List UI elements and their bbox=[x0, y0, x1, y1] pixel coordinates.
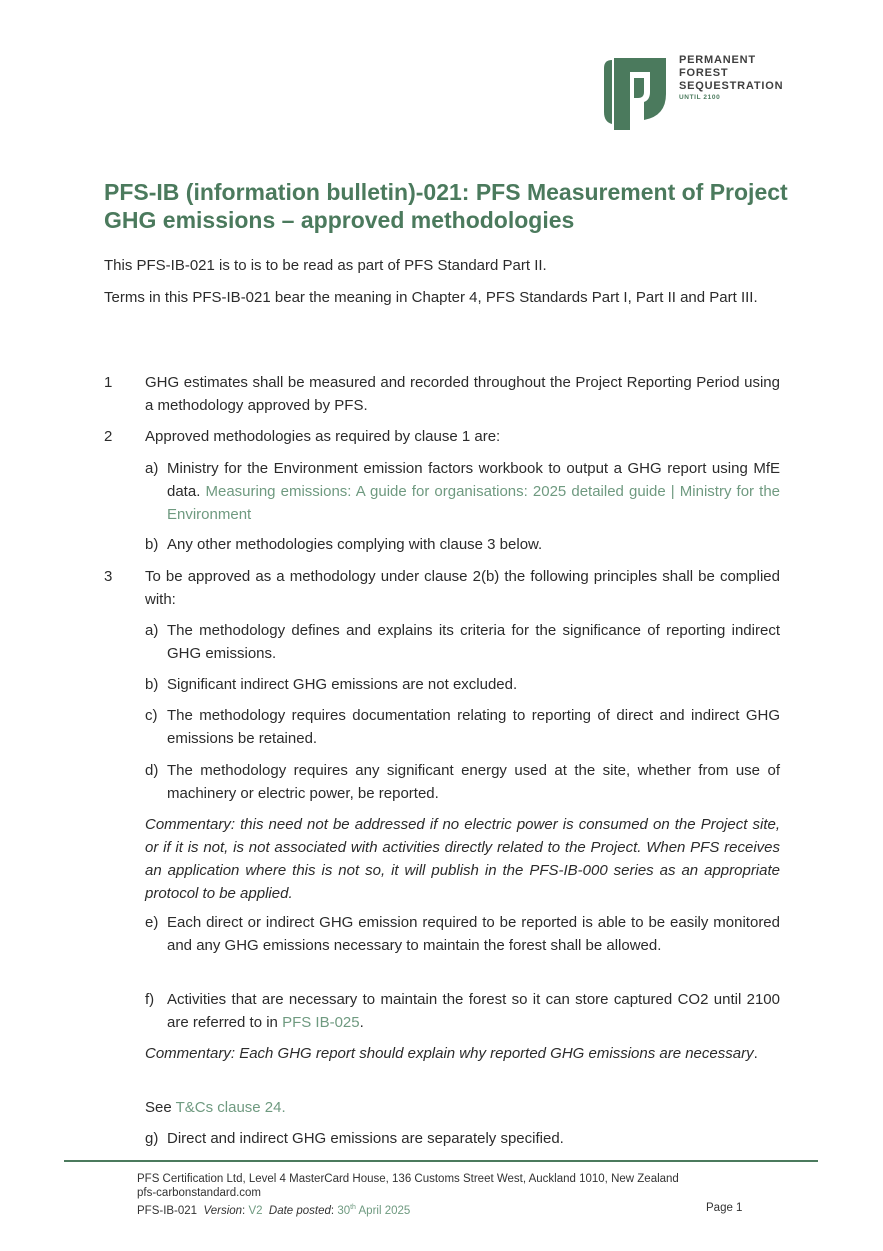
clause-1-text: GHG estimates shall be measured and recorded throughout the Project Reporting Period using a methodology approved by PFS. bbox=[145, 374, 780, 414]
see-reference bbox=[145, 1096, 780, 1119]
clause-2a bbox=[145, 457, 780, 526]
clause-3c bbox=[145, 704, 780, 750]
clause-3e-text: Each direct or indirect GHG emission required to be reported is able to be easily monitored and any GHG emissions necessary to maintain the forest shall be allowed. bbox=[167, 914, 780, 954]
clause-2a-label: a) bbox=[145, 460, 159, 477]
clause-3f bbox=[145, 988, 780, 1034]
footer-website-link[interactable]: pfs-carbonstandard.com bbox=[137, 1187, 262, 1199]
logo-line-3: SEQUESTRATION bbox=[679, 80, 784, 92]
footer-version: V2 bbox=[248, 1204, 263, 1217]
document-title: PFS-IB (information bulletin)-021: PFS Measurement of Project GHG emissions – approved methodologies bbox=[104, 179, 788, 233]
footer-divider bbox=[64, 1160, 818, 1162]
clause-3d-label: d) bbox=[145, 762, 159, 779]
logo-text bbox=[679, 54, 783, 103]
clause-2b-label: b) bbox=[145, 536, 159, 553]
clause-3-number: 3 bbox=[104, 568, 113, 585]
clause-3b bbox=[145, 673, 780, 696]
clause-3e-label: e) bbox=[145, 914, 159, 931]
clause-3b-text: Significant indirect GHG emissions are not excluded. bbox=[167, 676, 518, 693]
mfe-guide-link[interactable]: Measuring emissions: A guide for organisations: 2025 detailed guide | Ministry for the Environment bbox=[167, 483, 780, 523]
footer-posted-rest: April 2025 bbox=[358, 1204, 411, 1217]
commentary-electric-power: Commentary: this need not be addressed if no electric power is consumed on the Project site, or if it is not, is not associated with activities directly related to the Project. When PFS receives an application where this is not so, it will publish in the PFS-IB-000 series as an appropriate protocol to be applied. bbox=[145, 816, 780, 902]
footer-doc-id: PFS-IB-021 bbox=[137, 1204, 198, 1217]
logo-line-2: FOREST bbox=[679, 67, 729, 79]
commentary-ghg-report-text: Commentary: Each GHG report should explain why reported GHG emissions are necessary bbox=[145, 1045, 754, 1062]
see-text: See bbox=[145, 1099, 172, 1116]
clause-2a-text: Ministry for the Environment emission factors workbook to output a GHG report using MfE data. bbox=[167, 460, 780, 500]
commentary-ghg-report bbox=[145, 1042, 780, 1065]
clause-2-text: Approved methodologies as required by clause 1 are: bbox=[145, 428, 501, 445]
clause-3e bbox=[145, 911, 780, 957]
clause-3f-label: f) bbox=[145, 991, 155, 1008]
logo-line-4: UNTIL 2100 bbox=[679, 94, 721, 101]
footer-doc-info: PFS-IB-021 Version: V2 Date posted: 30th April 2025 bbox=[137, 1204, 411, 1217]
clause-2-number: 2 bbox=[104, 428, 113, 445]
clause-3a-label: a) bbox=[145, 622, 159, 639]
intro-paragraph-1: This PFS-IB-021 is to is to be read as part of PFS Standard Part II. bbox=[104, 257, 547, 274]
clause-2b-text: Any other methodologies complying with clause 3 below. bbox=[167, 536, 543, 553]
footer-posted-sup: th bbox=[350, 1204, 356, 1211]
page-number: Page 1 bbox=[706, 1202, 743, 1214]
clause-3b-label: b) bbox=[145, 676, 159, 693]
footer-posted-day: 30 bbox=[337, 1204, 351, 1217]
clause-3c-text: The methodology requires documentation relating to reporting of direct and indirect GHG emissions be retained. bbox=[167, 707, 780, 747]
pfs-logo bbox=[604, 54, 804, 134]
clause-1-number: 1 bbox=[104, 374, 113, 391]
commentary-ghg-report-end: . bbox=[753, 1045, 758, 1062]
footer-version-label: Version bbox=[203, 1204, 243, 1217]
clause-3c-label: c) bbox=[145, 707, 158, 724]
clause-3g bbox=[145, 1127, 780, 1150]
footer-address: PFS Certification Ltd, Level 4 MasterCard House, 136 Customs Street West, Auckland 1010, New Zealand bbox=[137, 1173, 679, 1185]
clause-3g-label: g) bbox=[145, 1130, 159, 1147]
clause-3a bbox=[145, 619, 780, 665]
clause-3a-text: The methodology defines and explains its criteria for the significance of reporting indirect GHG emissions. bbox=[167, 622, 780, 662]
tcs-clause-24-link[interactable]: T&Cs clause 24. bbox=[175, 1099, 286, 1116]
clause-3g-text: Direct and indirect GHG emissions are separately specified. bbox=[167, 1130, 564, 1147]
clause-3f-text: Activities that are necessary to maintain the forest so it can store captured CO2 until 2100 are referred to in bbox=[167, 991, 780, 1031]
footer-posted-label: Date posted bbox=[268, 1204, 331, 1217]
clause-3d bbox=[145, 759, 780, 805]
pfs-ib-025-link[interactable]: PFS IB-025 bbox=[282, 1014, 360, 1031]
intro-paragraph-2: Terms in this PFS-IB-021 bear the meaning in Chapter 4, PFS Standards Part I, Part II and Part III. bbox=[104, 289, 758, 306]
clause-3-text: To be approved as a methodology under clause 2(b) the following principles shall be complied with: bbox=[145, 568, 780, 608]
clause-3f-end: . bbox=[359, 1014, 364, 1031]
pfs-leaf-logo-icon bbox=[604, 54, 672, 132]
clause-3d-text: The methodology requires any significant energy used at the site, whether from use of machinery or electric power, be reported. bbox=[167, 762, 780, 802]
clause-2b bbox=[145, 533, 780, 556]
logo-line-1: PERMANENT bbox=[679, 54, 756, 66]
